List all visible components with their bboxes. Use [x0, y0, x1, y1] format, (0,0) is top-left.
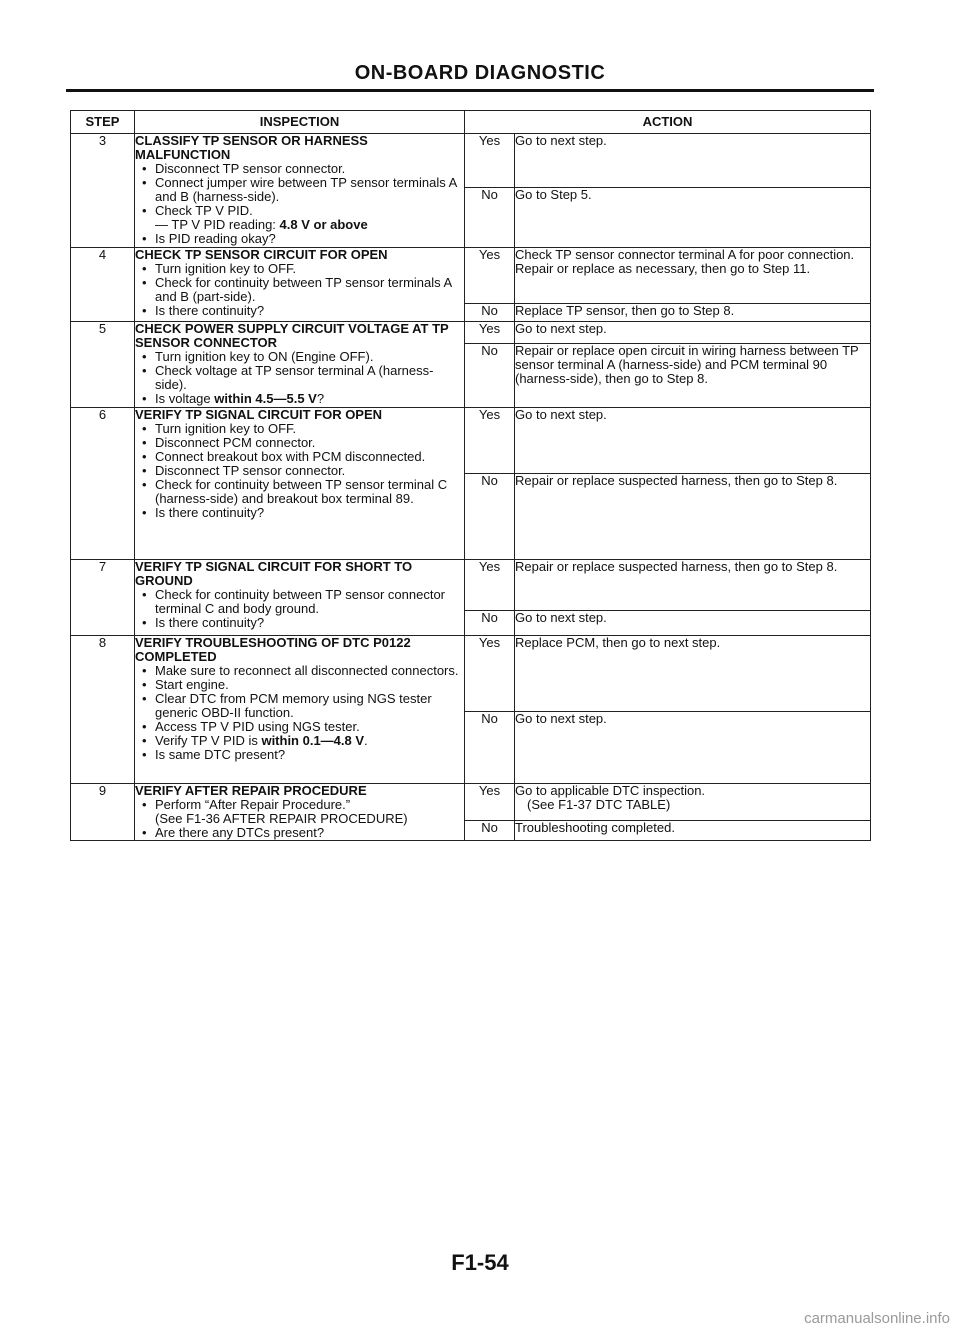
check-item: • Is there continuity?: [135, 506, 464, 520]
page-title: ON-BOARD DIAGNOSTIC: [354, 62, 606, 84]
header-action: ACTION: [465, 111, 871, 134]
yes-label: Yes: [465, 636, 515, 712]
step-number: 5: [71, 322, 135, 408]
table-header-row: [71, 111, 871, 134]
no-action: Go to next step.: [515, 712, 871, 784]
yes-action: Go to next step.: [515, 408, 871, 474]
watermark: carmanualsonline.info: [804, 1310, 950, 1327]
step-number: 3: [71, 134, 135, 248]
inspection-title: CHECK POWER SUPPLY CIRCUIT VOLTAGE AT TP SENSOR CONNECTOR: [135, 321, 449, 350]
inspection-title: VERIFY TP SIGNAL CIRCUIT FOR SHORT TO GROUND: [135, 559, 413, 588]
step-number: 6: [71, 408, 135, 560]
no-action: Repair or replace open circuit in wiring harness between TP sensor terminal A (harness-side) and PCM terminal 90 (harness-side), then go to Step 8.: [515, 344, 871, 408]
step-number: 9: [71, 784, 135, 841]
inspection-title: VERIFY AFTER REPAIR PROCEDURE: [135, 783, 367, 798]
table-row: [71, 322, 871, 344]
check-item: • Is PID reading okay?: [135, 232, 464, 246]
table-row: [71, 560, 871, 611]
check-item: • Is same DTC present?: [135, 748, 464, 762]
check-item: • Clear DTC from PCM memory using NGS tester generic OBD-II function.: [135, 692, 464, 720]
yes-action: Check TP sensor connector terminal A for poor connection. Repair or replace as necessary, then go to Step 11.: [515, 248, 871, 304]
yes-label: Yes: [465, 134, 515, 188]
check-item: • Start engine.: [135, 678, 464, 692]
yes-label: Yes: [465, 408, 515, 474]
diagnostic-table: [70, 110, 871, 841]
check-item: • Check for continuity between TP sensor terminals A and B (part-side).: [135, 276, 464, 304]
yes-label: Yes: [465, 560, 515, 611]
check-item: • Is there continuity?: [135, 616, 464, 630]
inspection-cell: [135, 560, 465, 636]
check-subline: (See F1-36 AFTER REPAIR PROCEDURE): [155, 811, 408, 826]
check-item: • Disconnect TP sensor connector.: [135, 162, 464, 176]
no-label: No: [465, 188, 515, 248]
yes-action: Go to next step.: [515, 134, 871, 188]
check-item: • Perform “After Repair Procedure.”: [135, 798, 464, 812]
check-subline: — TP V PID reading: 4.8 V or above: [155, 217, 368, 232]
check-item: • Verify TP V PID is within 0.1—4.8 V.: [135, 734, 464, 748]
step-number: 7: [71, 560, 135, 636]
no-action: Troubleshooting completed.: [515, 821, 871, 841]
step-number: 4: [71, 248, 135, 322]
no-label: No: [465, 344, 515, 408]
no-action: Go to next step.: [515, 611, 871, 636]
inspection-title: VERIFY TP SIGNAL CIRCUIT FOR OPEN: [135, 407, 383, 422]
table-row: [71, 248, 871, 304]
yes-label: Yes: [465, 322, 515, 344]
table-row: [71, 408, 871, 474]
no-label: No: [465, 474, 515, 560]
check-item: • Check voltage at TP sensor terminal A (harness-side).: [135, 364, 464, 392]
check-item: • Check for continuity between TP sensor connector terminal C and body ground.: [135, 588, 464, 616]
inspection-title: CHECK TP SENSOR CIRCUIT FOR OPEN: [135, 247, 388, 262]
check-item: • Turn ignition key to OFF.: [135, 262, 464, 276]
check-item: • Disconnect PCM connector.: [135, 436, 464, 450]
table-row: [71, 134, 871, 188]
yes-label: Yes: [465, 784, 515, 821]
no-action: Replace TP sensor, then go to Step 8.: [515, 304, 871, 322]
yes-action: Replace PCM, then go to next step.: [515, 636, 871, 712]
inspection-cell: [135, 134, 465, 248]
inspection-title: CLASSIFY TP SENSOR OR HARNESS MALFUNCTION: [135, 133, 368, 162]
check-item: • Turn ignition key to OFF.: [135, 422, 464, 436]
check-item: • Turn ignition key to ON (Engine OFF).: [135, 350, 464, 364]
check-item: • Access TP V PID using NGS tester.: [135, 720, 464, 734]
header-step: STEP: [71, 111, 135, 134]
title-rule: [66, 89, 874, 92]
step-number: 8: [71, 636, 135, 784]
inspection-cell: [135, 636, 465, 784]
table-row: [71, 636, 871, 712]
check-item: • Are there any DTCs present?: [135, 826, 464, 840]
no-action: Go to Step 5.: [515, 188, 871, 248]
check-item: • Check for continuity between TP sensor terminal C (harness-side) and breakout box terminal 89.: [135, 478, 464, 506]
no-label: No: [465, 304, 515, 322]
inspection-cell: [135, 408, 465, 560]
no-label: No: [465, 611, 515, 636]
inspection-title: VERIFY TROUBLESHOOTING OF DTC P0122 COMPLETED: [135, 635, 411, 664]
yes-action: Go to applicable DTC inspection. (See F1-37 DTC TABLE): [515, 784, 871, 821]
yes-action: Go to next step.: [515, 322, 871, 344]
check-item: • Connect breakout box with PCM disconnected.: [135, 450, 464, 464]
yes-action: Repair or replace suspected harness, then go to Step 8.: [515, 560, 871, 611]
header-inspection: INSPECTION: [135, 111, 465, 134]
no-label: No: [465, 821, 515, 841]
no-label: No: [465, 712, 515, 784]
check-item: • Disconnect TP sensor connector.: [135, 464, 464, 478]
yes-label: Yes: [465, 248, 515, 304]
check-item: • Is voltage within 4.5—5.5 V?: [135, 392, 464, 406]
table-row: [71, 784, 871, 821]
check-item: • Check TP V PID.: [135, 204, 464, 218]
check-item: • Connect jumper wire between TP sensor terminals A and B (harness-side).: [135, 176, 464, 204]
inspection-cell: [135, 322, 465, 408]
inspection-cell: [135, 248, 465, 322]
inspection-cell: [135, 784, 465, 841]
check-item: • Is there continuity?: [135, 304, 464, 318]
page-number: F1-54: [451, 1250, 509, 1275]
no-action: Repair or replace suspected harness, then go to Step 8.: [515, 474, 871, 560]
check-item: • Make sure to reconnect all disconnected connectors.: [135, 664, 464, 678]
